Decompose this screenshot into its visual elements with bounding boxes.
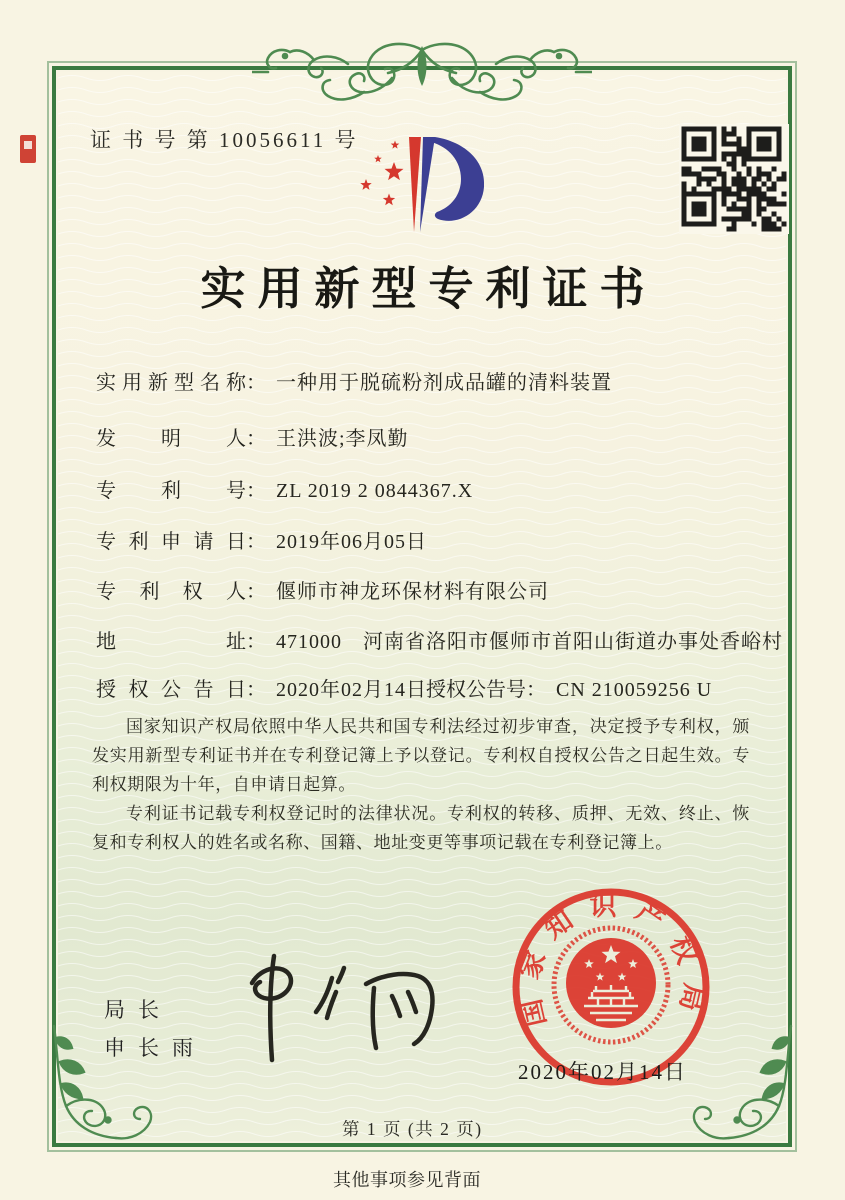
field-label: 专利权人	[96, 581, 246, 603]
field-colon: ：	[246, 480, 266, 502]
field-label: 实用新型名称	[96, 372, 246, 394]
field-patent-number	[96, 474, 473, 503]
field-label: 地址	[96, 631, 246, 653]
commissioner-signature-icon	[232, 948, 442, 1070]
field-value: ZL 2019 2 0844367.X	[276, 480, 474, 502]
field-value: 偃师市神龙环保材料有限公司	[276, 581, 549, 603]
field-label: 发明人	[96, 428, 246, 450]
field-address	[96, 625, 783, 654]
field-colon: ：	[246, 428, 266, 450]
svg-text:国家知识产权局: 国家知识产权局	[512, 891, 710, 1030]
field-value: 2019年06月05日	[276, 531, 427, 553]
legal-paragraph-2: 专利证书记载专利权登记时的法律状况。专利权的转移、质押、无效、终止、恢复和专利权人的姓名或名称、国籍、地址变更等事项记载在专利登记簿上。	[92, 804, 750, 852]
back-side-note: 其他事项参见背面	[333, 1170, 481, 1190]
field-value: 471000 河南省洛阳市偃师市首阳山街道办事处香峪村	[276, 631, 783, 653]
field-grant-row	[96, 673, 756, 702]
grant-date-value: 2020年02月14日	[276, 679, 427, 701]
legal-paragraph-1: 国家知识产权局依照中华人民共和国专利法经过初步审查，决定授予专利权，颁发实用新型专利证书并在专利登记簿上予以登记。专利权自授权公告之日起生效。专利权期限为十年，自申请日起算。	[92, 717, 750, 794]
field-colon: ：	[246, 679, 266, 701]
field-value: 一种用于脱硫粉剂成品罐的清料装置	[276, 372, 612, 394]
commissioner-name: 申长雨	[104, 1037, 206, 1060]
field-application-date	[96, 525, 427, 554]
field-colon: ：	[246, 581, 266, 603]
field-colon: ：	[246, 372, 266, 394]
field-label: 授权公告号	[426, 679, 526, 701]
field-label: 专利号	[96, 480, 246, 502]
field-utility-model-name	[96, 366, 612, 395]
top-scrollwork-ornament-icon	[252, 42, 592, 106]
commissioner-title: 局长	[104, 999, 172, 1022]
field-grant-number	[426, 673, 712, 702]
field-colon: ：	[246, 631, 266, 653]
page-number: 第 1 页 (共 2 页)	[342, 1119, 483, 1139]
grant-number-value: CN 210059256 U	[556, 679, 713, 701]
field-colon: ：	[246, 531, 266, 553]
field-inventor	[96, 422, 409, 451]
cnipa-logo-icon	[352, 130, 502, 245]
seal-date: 2020年02月14日	[518, 1060, 687, 1084]
legal-text	[92, 712, 750, 857]
field-label: 专利申请日	[96, 531, 246, 553]
red-edge-mark	[20, 135, 36, 163]
certificate-title: 实用新型专利证书	[200, 264, 657, 314]
field-label: 授权公告日	[96, 679, 246, 701]
field-patentee	[96, 575, 549, 604]
field-colon: ：	[526, 679, 546, 701]
field-value: 王洪波;李凤勤	[276, 428, 409, 450]
certificate-number: 证 书 号 第 10056611 号	[90, 128, 359, 152]
qr-code-icon	[679, 124, 789, 234]
